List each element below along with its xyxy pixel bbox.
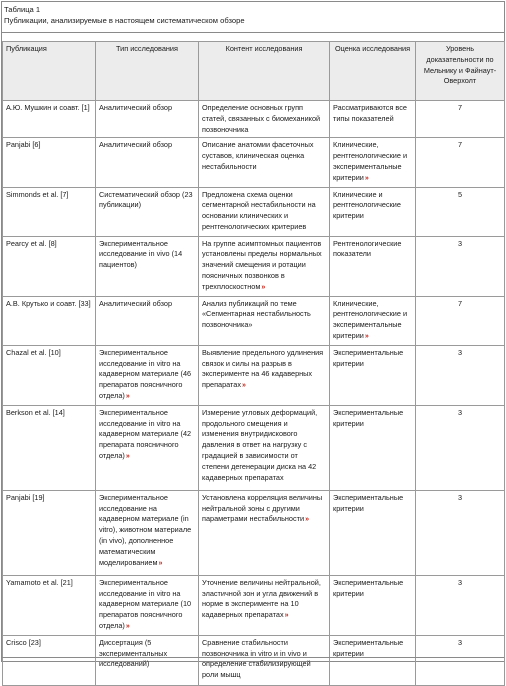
cell-publication: Panjabi [6] [3,138,96,187]
cell-type-text: Экспериментальное исследование на кадаверном материале (in vitro), животном материале (in vivo), дополненное математическим моделированием [99,492,192,567]
cell-level: 3 [416,236,505,296]
cell-type: Аналитический обзор [96,296,199,345]
cell-level: 3 [416,575,505,635]
cell-content [199,575,330,635]
cell-level: 3 [416,405,505,490]
overflow-marker-icon: » [242,382,246,390]
cell-content: Сравнение стабильности позвоночника in vitro и in vivo и определение стабилизирующей роли мышц [199,635,330,685]
table-row [3,490,505,575]
header-row [3,42,505,101]
cell-content [199,236,330,296]
cell-assessment-text: Клинические, рентгенологические и экспериментальные критерии [333,140,408,182]
table-row [3,575,505,635]
cell-content: Предложена схема оценки сегментарной нестабильности на основании клинических и рентгенологических критериев [199,187,330,236]
header-type: Тип исследования [96,42,199,101]
cell-type [96,405,199,490]
header-content: Контент исследования [199,42,330,101]
cell-assessment: Экспериментальные критерии [330,405,416,490]
cell-type: Аналитический обзор [96,101,199,138]
cell-assessment: Экспериментальные критерии [330,345,416,405]
cell-type [96,575,199,635]
overflow-marker-icon: » [261,283,266,291]
cell-content-text: Выявление предельного удлинения связок и силы на разрыв в эксперименте на 46 кадаверных препаратах [202,347,324,390]
overflow-marker-icon: » [125,452,130,460]
caption-title: Публикации, анализируемые в настоящем систематическом обзоре [4,16,245,25]
cell-publication: А.В. Крутько и соавт. [33] [3,296,96,345]
cell-type-text: Экспериментальное исследование in vitro на кадаверном материале (42 препарата поясничного отдела) [99,407,192,460]
table-row [3,187,505,236]
header-assessment: Оценка исследования [330,42,416,101]
cell-assessment: Экспериментальные критерии [330,635,416,685]
overflow-marker-icon: » [125,622,130,630]
cell-assessment: Рентгенологические показатели [330,236,416,296]
cell-type-text: Экспериментальное исследование in vitro на кадаверном материале (46 препаратов поясничного отдела) [99,347,192,400]
cell-type [96,345,199,405]
cell-content: Описание анатомии фасеточных суставов, клиническая оценка нестабильности [199,138,330,187]
cell-publication: Pearcy et al. [8] [3,236,96,296]
overflow-marker-icon: » [305,516,309,524]
cell-assessment: Экспериментальные критерии [330,575,416,635]
cell-publication: Panjabi [19] [3,490,96,575]
bottom-divider [1,657,504,658]
table-row [3,236,505,296]
caption-number: Таблица 1 [4,5,41,14]
cell-type-text: Экспериментальное исследование in vitro на кадаверном материале (10 препаратов поясничного отдела) [99,577,192,630]
cell-level: 3 [416,490,505,575]
header-publication: Публикация [3,42,96,101]
table-row [3,345,505,405]
cell-assessment: Экспериментальные критерии [330,490,416,575]
table-row [3,635,505,685]
overflow-marker-icon: » [158,559,163,567]
cell-content: Определение основных групп статей, связанных с биомеханикой позвоночника [199,101,330,138]
cell-content: Анализ публикаций по теме «Сегментарная нестабильность позвоночника» [199,296,330,345]
cell-publication: А.Ю. Мушкин и соавт. [1] [3,101,96,138]
cell-level: 5 [416,187,505,236]
table-row [3,296,505,345]
table-row [3,138,505,187]
cell-level: 3 [416,635,505,685]
table-row [3,405,505,490]
cell-type: Диссертация (5 экспериментальных исследований) [96,635,199,685]
cell-content-text: На группе асимптомных пациентов установлены пределы нормальных значений смещения и ротации поясничных позвонков в трехплоскостном [202,238,322,291]
overflow-marker-icon: » [125,392,130,400]
publications-table [2,41,505,686]
header-level: Уровень доказательности по Мельнику и Файнаут-Оверхолт [416,42,505,101]
table-caption [4,4,245,26]
cell-publication: Chazal et al. [10] [3,345,96,405]
overflow-marker-icon: » [364,332,369,340]
cell-assessment: Клинические и рентгенологические критерии [330,187,416,236]
cell-level: 7 [416,296,505,345]
cell-level: 3 [416,345,505,405]
cell-assessment [330,138,416,187]
cell-assessment: Рассматриваются все типы показателей [330,101,416,138]
overflow-marker-icon: » [284,612,289,620]
cell-type: Систематический обзор (23 публикации) [96,187,199,236]
table-row [3,101,505,138]
caption-divider [1,32,504,33]
cell-content [199,490,330,575]
cell-level: 7 [416,138,505,187]
cell-publication: Crisco [23] [3,635,96,685]
cell-type-text: Экспериментальное исследование in vivo (14 пациентов) [99,238,183,270]
cell-content: Измерение угловых деформаций, продольного смещения и изменения внутридискового давления в ответ на нагрузку с градацией в зависимости от степени дегенерации диска на 42 кадаверных препаратах [199,405,330,490]
cell-content-text: Установлена корреляция величины нейтральной зоны с другими параметрами нестабильности [202,492,323,524]
cell-assessment-text: Клинические, рентгенологические и экспериментальные критерии [333,298,408,340]
cell-type [96,236,199,296]
overflow-marker-icon: » [364,174,369,182]
cell-publication: Berkson et al. [14] [3,405,96,490]
cell-publication: Simmonds et al. [7] [3,187,96,236]
cell-assessment [330,296,416,345]
cell-content-text: Уточнение величины нейтральной, эластичной зон и угла движений в норме в эксперименте на 10 кадаверных препаратах [202,577,321,620]
cell-content [199,345,330,405]
cell-type: Аналитический обзор [96,138,199,187]
cell-type [96,490,199,575]
cell-publication: Yamamoto et al. [21] [3,575,96,635]
cell-level: 7 [416,101,505,138]
